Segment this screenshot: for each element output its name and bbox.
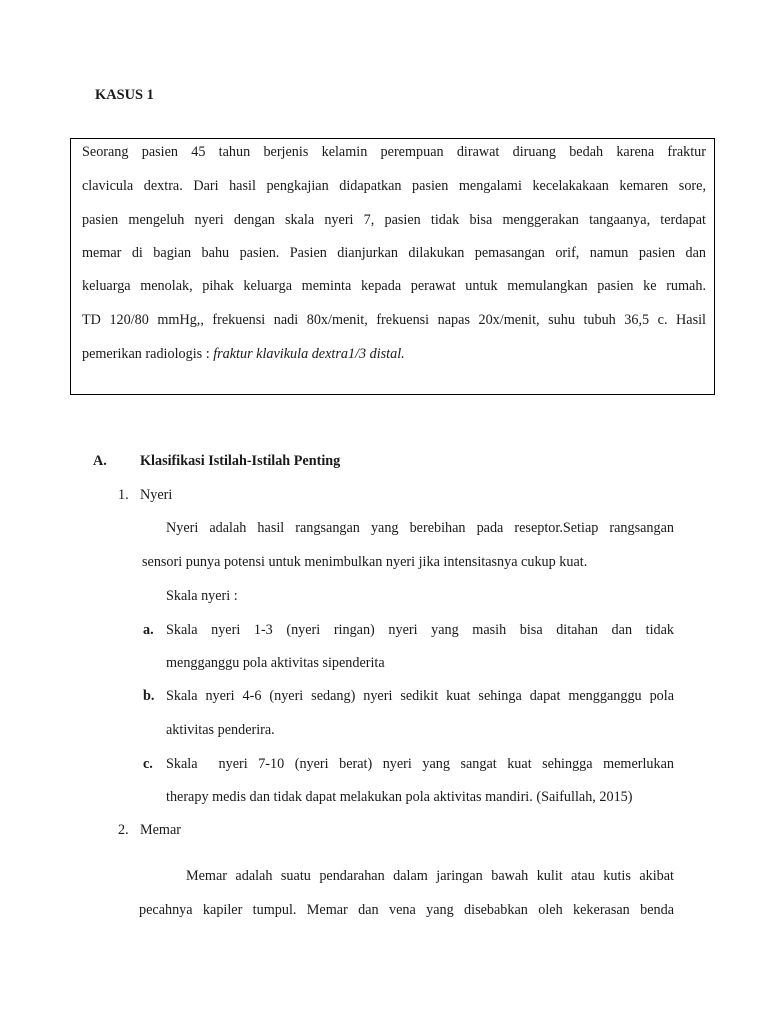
case-line: keluarga menolak, pihak keluarga meminta kepada perawat untuk memulangkan pasien ke rumah. — [82, 278, 706, 294]
case-line: memar di bagian bahu pasien. Pasien dianjurkan dilakukan pemasangan orif, namun pasien dan — [82, 245, 706, 261]
case-description-box — [70, 138, 715, 395]
list-item-line: Skala nyeri 7-10 (nyeri berat) nyeri yang sangat kuat sehingga memerlukan — [166, 756, 674, 772]
item-title: Memar — [140, 822, 181, 838]
paragraph-line: pecahnya kapiler tumpul. Memar dan vena yang disebabkan oleh kekerasan benda — [139, 902, 674, 918]
item-title: Nyeri — [140, 487, 173, 503]
paragraph-line: Nyeri adalah hasil rangsangan yang berebihan pada reseptor.Setiap rangsangan — [166, 520, 674, 536]
paragraph-line: Memar adalah suatu pendarahan dalam jaringan bawah kulit atau kutis akibat — [186, 868, 674, 884]
item-number: 1. — [118, 487, 129, 503]
list-item-line: Skala nyeri 1-3 (nyeri ringan) nyeri yang masih bisa ditahan dan tidak — [166, 622, 674, 638]
case-diagnosis-italic: fraktur klavikula dextra1/3 distal. — [213, 346, 405, 362]
case-line: TD 120/80 mmHg,, frekuensi nadi 80x/menit, frekuensi napas 20x/menit, suhu tubuh 36,5 c. Hasil — [82, 312, 706, 328]
case-line: Seorang pasien 45 tahun berjenis kelamin perempuan dirawat diruang bedah karena fraktur — [82, 144, 706, 160]
section-title: Klasifikasi Istilah-Istilah Penting — [140, 453, 341, 469]
case-line: pasien mengeluh nyeri dengan skala nyeri 7, pasien tidak bisa menggerakan tangaanya, terdapat — [82, 212, 706, 228]
case-last-line-prefix: pemerikan radiologis : — [82, 346, 210, 362]
case-last-line — [82, 346, 706, 363]
list-letter: c. — [143, 756, 153, 772]
paragraph-line: sensori punya potensi untuk menimbulkan nyeri jika intensitasnya cukup kuat. — [142, 554, 588, 570]
item-number: 2. — [118, 822, 129, 838]
list-item-line: Skala nyeri 4-6 (nyeri sedang) nyeri sedikit kuat sehinga dapat mengganggu pola — [166, 688, 674, 704]
list-item-line: aktivitas penderira. — [166, 722, 275, 738]
list-letter: a. — [143, 622, 154, 638]
list-item-line: mengganggu pola aktivitas sipenderita — [166, 655, 385, 671]
scale-label: Skala nyeri : — [166, 588, 238, 604]
list-letter: b. — [143, 688, 155, 704]
section-letter: A. — [93, 453, 107, 469]
case-title: KASUS 1 — [95, 87, 154, 103]
case-line: clavicula dextra. Dari hasil pengkajian didapatkan pasien mengalami kecelakakaan kemaren sore, — [82, 178, 706, 194]
list-item-line: therapy medis dan tidak dapat melakukan pola aktivitas mandiri. (Saifullah, 2015) — [166, 789, 633, 805]
